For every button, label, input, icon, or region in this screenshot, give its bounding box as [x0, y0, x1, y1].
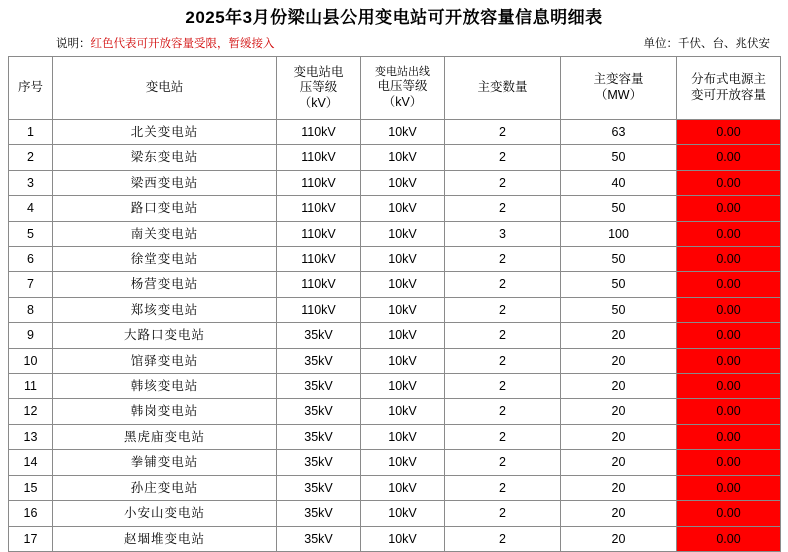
cell-transformer-capacity: 50	[561, 196, 677, 221]
cell-index: 8	[9, 297, 53, 322]
note-warning: 红色代表可开放容量受限，暂缓接入	[90, 38, 275, 50]
cell-outlet-voltage: 10kV	[361, 221, 445, 246]
note-row	[8, 30, 780, 56]
title-row	[8, 0, 780, 30]
cell-index: 2	[9, 145, 53, 170]
cell-station: 拳铺变电站	[53, 450, 277, 475]
cell-outlet-voltage: 10kV	[361, 526, 445, 551]
cell-transformer-count: 2	[445, 120, 561, 145]
table-row	[9, 145, 781, 170]
cell-outlet-voltage: 10kV	[361, 450, 445, 475]
cell-open-capacity: 0.00	[677, 399, 781, 424]
table-row	[9, 399, 781, 424]
cell-index: 15	[9, 475, 53, 500]
cell-voltage-level: 35kV	[277, 399, 361, 424]
cell-voltage-level: 110kV	[277, 196, 361, 221]
table-row	[9, 374, 781, 399]
cell-index: 11	[9, 374, 53, 399]
header-transformer-capacity	[561, 57, 677, 120]
cell-transformer-capacity: 63	[561, 120, 677, 145]
cell-station: 路口变电站	[53, 196, 277, 221]
cell-outlet-voltage: 10kV	[361, 348, 445, 373]
cell-index: 9	[9, 323, 53, 348]
cell-voltage-level: 35kV	[277, 501, 361, 526]
cell-index: 16	[9, 501, 53, 526]
cell-transformer-count: 3	[445, 221, 561, 246]
cell-station: 韩垓变电站	[53, 374, 277, 399]
header-index: 序号	[9, 57, 53, 120]
cell-transformer-count: 2	[445, 170, 561, 195]
cell-open-capacity: 0.00	[677, 272, 781, 297]
cell-open-capacity: 0.00	[677, 526, 781, 551]
header-outlet-voltage-line3: （kV）	[382, 94, 423, 109]
cell-station: 赵堌堆变电站	[53, 526, 277, 551]
cell-transformer-count: 2	[445, 348, 561, 373]
header-transformer-capacity-label: 主变容量	[593, 72, 644, 87]
cell-transformer-count: 2	[445, 399, 561, 424]
cell-voltage-level: 110kV	[277, 272, 361, 297]
cell-transformer-capacity: 20	[561, 374, 677, 399]
cell-transformer-capacity: 20	[561, 348, 677, 373]
cell-transformer-count: 2	[445, 323, 561, 348]
cell-station: 梁西变电站	[53, 170, 277, 195]
cell-transformer-count: 2	[445, 501, 561, 526]
cell-outlet-voltage: 10kV	[361, 374, 445, 399]
cell-station: 韩岗变电站	[53, 399, 277, 424]
cell-voltage-level: 110kV	[277, 120, 361, 145]
cell-transformer-count: 2	[445, 424, 561, 449]
cell-outlet-voltage: 10kV	[361, 501, 445, 526]
page-title: 2025年3月份梁山县公用变电站可开放容量信息明细表	[185, 7, 603, 27]
cell-outlet-voltage: 10kV	[361, 297, 445, 322]
cell-station: 小安山变电站	[53, 501, 277, 526]
cell-station: 北关变电站	[53, 120, 277, 145]
cell-voltage-level: 110kV	[277, 145, 361, 170]
cell-transformer-capacity: 20	[561, 475, 677, 500]
header-outlet-voltage	[361, 57, 445, 120]
cell-index: 12	[9, 399, 53, 424]
cell-transformer-count: 2	[445, 247, 561, 272]
cell-station: 大路口变电站	[53, 323, 277, 348]
cell-outlet-voltage: 10kV	[361, 145, 445, 170]
header-voltage-level-line2: 压等级	[299, 80, 338, 95]
cell-outlet-voltage: 10kV	[361, 196, 445, 221]
cell-outlet-voltage: 10kV	[361, 475, 445, 500]
cell-station: 梁东变电站	[53, 145, 277, 170]
cell-open-capacity: 0.00	[677, 297, 781, 322]
cell-outlet-voltage: 10kV	[361, 399, 445, 424]
cell-transformer-capacity: 20	[561, 323, 677, 348]
cell-outlet-voltage: 10kV	[361, 323, 445, 348]
table-row	[9, 196, 781, 221]
table-header-row	[9, 57, 781, 120]
note-prefix: 说明：	[56, 38, 91, 50]
cell-index: 17	[9, 526, 53, 551]
cell-open-capacity: 0.00	[677, 501, 781, 526]
cell-station: 馆驿变电站	[53, 348, 277, 373]
cell-index: 4	[9, 196, 53, 221]
header-voltage-level-line1: 变电站电	[293, 64, 344, 79]
cell-index: 5	[9, 221, 53, 246]
cell-voltage-level: 110kV	[277, 170, 361, 195]
cell-voltage-level: 35kV	[277, 424, 361, 449]
header-voltage-level	[277, 57, 361, 120]
cell-index: 14	[9, 450, 53, 475]
cell-outlet-voltage: 10kV	[361, 424, 445, 449]
table-row	[9, 247, 781, 272]
cell-transformer-capacity: 50	[561, 145, 677, 170]
cell-open-capacity: 0.00	[677, 196, 781, 221]
cell-voltage-level: 35kV	[277, 526, 361, 551]
table-row	[9, 272, 781, 297]
cell-outlet-voltage: 10kV	[361, 247, 445, 272]
capacity-table	[8, 56, 781, 552]
cell-transformer-capacity: 50	[561, 247, 677, 272]
cell-voltage-level: 35kV	[277, 323, 361, 348]
cell-voltage-level: 110kV	[277, 247, 361, 272]
cell-transformer-count: 2	[445, 297, 561, 322]
cell-index: 7	[9, 272, 53, 297]
cell-open-capacity: 0.00	[677, 348, 781, 373]
cell-station: 黑虎庙变电站	[53, 424, 277, 449]
cell-voltage-level: 35kV	[277, 374, 361, 399]
cell-transformer-count: 2	[445, 272, 561, 297]
table-body	[9, 120, 781, 552]
header-outlet-voltage-line1: 变电站出线	[375, 65, 430, 78]
cell-transformer-capacity: 20	[561, 424, 677, 449]
table-row	[9, 526, 781, 551]
cell-transformer-count: 2	[445, 145, 561, 170]
cell-station: 郑垓变电站	[53, 297, 277, 322]
cell-voltage-level: 110kV	[277, 297, 361, 322]
cell-station: 南关变电站	[53, 221, 277, 246]
cell-open-capacity: 0.00	[677, 424, 781, 449]
cell-transformer-count: 2	[445, 475, 561, 500]
cell-open-capacity: 0.00	[677, 221, 781, 246]
cell-open-capacity: 0.00	[677, 170, 781, 195]
cell-station: 杨营变电站	[53, 272, 277, 297]
cell-voltage-level: 35kV	[277, 475, 361, 500]
table-row	[9, 120, 781, 145]
cell-transformer-capacity: 20	[561, 450, 677, 475]
cell-transformer-capacity: 100	[561, 221, 677, 246]
cell-transformer-capacity: 50	[561, 297, 677, 322]
cell-outlet-voltage: 10kV	[361, 272, 445, 297]
cell-open-capacity: 0.00	[677, 323, 781, 348]
cell-transformer-count: 2	[445, 450, 561, 475]
table-row	[9, 348, 781, 373]
cell-station: 孙庄变电站	[53, 475, 277, 500]
cell-index: 6	[9, 247, 53, 272]
unit-note: 单位：千伏、台、兆伏安	[643, 38, 770, 50]
cell-transformer-capacity: 20	[561, 526, 677, 551]
cell-voltage-level: 35kV	[277, 450, 361, 475]
note-text	[56, 35, 275, 51]
cell-open-capacity: 0.00	[677, 450, 781, 475]
cell-outlet-voltage: 10kV	[361, 170, 445, 195]
cell-index: 1	[9, 120, 53, 145]
header-open-capacity-line2: 变可开放容量	[690, 88, 766, 102]
header-transformer-capacity-unit: （MW）	[594, 88, 643, 102]
table-row	[9, 170, 781, 195]
header-transformer-count: 主变数量	[445, 57, 561, 120]
table-row	[9, 221, 781, 246]
cell-voltage-level: 35kV	[277, 348, 361, 373]
table-header	[9, 57, 781, 120]
cell-transformer-count: 2	[445, 526, 561, 551]
table-row	[9, 323, 781, 348]
cell-index: 10	[9, 348, 53, 373]
header-outlet-voltage-line2: 电压等级	[377, 79, 428, 94]
cell-transformer-capacity: 20	[561, 399, 677, 424]
table-row	[9, 424, 781, 449]
cell-transformer-count: 2	[445, 196, 561, 221]
cell-open-capacity: 0.00	[677, 475, 781, 500]
cell-transformer-capacity: 50	[561, 272, 677, 297]
cell-open-capacity: 0.00	[677, 247, 781, 272]
cell-transformer-capacity: 40	[561, 170, 677, 195]
cell-station: 徐堂变电站	[53, 247, 277, 272]
cell-open-capacity: 0.00	[677, 374, 781, 399]
cell-open-capacity: 0.00	[677, 120, 781, 145]
cell-index: 3	[9, 170, 53, 195]
table-row	[9, 475, 781, 500]
header-voltage-level-line3: （kV）	[298, 95, 339, 110]
cell-transformer-capacity: 20	[561, 501, 677, 526]
cell-open-capacity: 0.00	[677, 145, 781, 170]
cell-outlet-voltage: 10kV	[361, 120, 445, 145]
cell-voltage-level: 110kV	[277, 221, 361, 246]
header-open-capacity	[677, 57, 781, 120]
header-station: 变电站	[53, 57, 277, 120]
header-open-capacity-line1: 分布式电源主	[690, 72, 766, 87]
cell-transformer-count: 2	[445, 374, 561, 399]
table-row	[9, 501, 781, 526]
table-row	[9, 450, 781, 475]
cell-index: 13	[9, 424, 53, 449]
table-row	[9, 297, 781, 322]
